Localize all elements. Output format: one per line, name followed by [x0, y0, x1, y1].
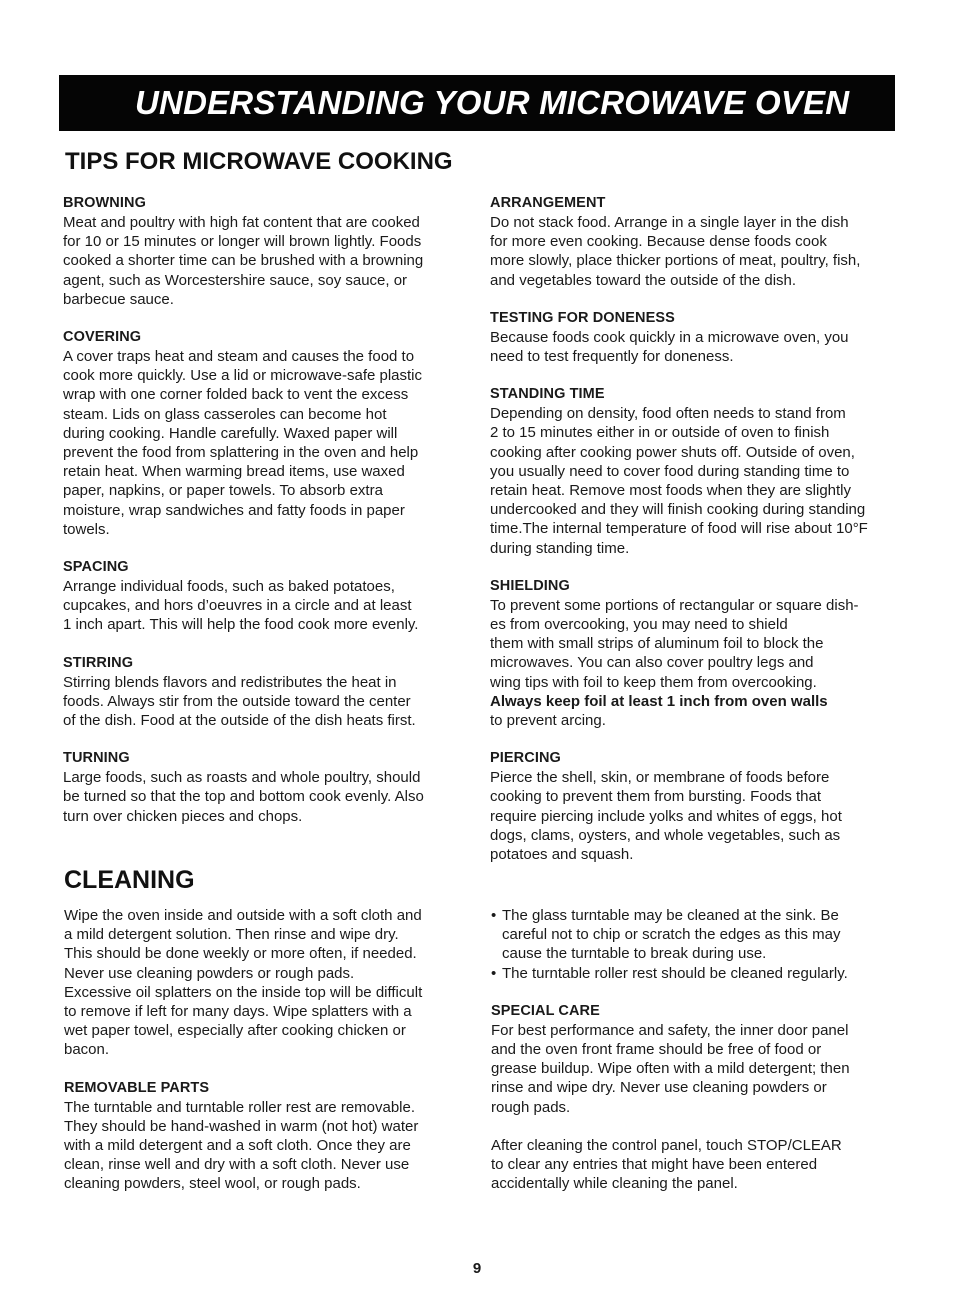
text-line: Arrange individual foods, such as baked potatoes, — [63, 578, 395, 596]
text-line: After cleaning the control panel, touch STOP/CLEAR — [491, 1136, 842, 1154]
spacing-section — [63, 558, 458, 635]
text-line: to prevent arcing. — [490, 712, 606, 730]
tips-right-column — [490, 194, 890, 883]
text-line: careful not to chip or scratch the edges as this may — [502, 926, 841, 944]
text-line: rough pads. — [491, 1098, 571, 1116]
text-line: cupcakes, and hors d’oeuvres in a circle and at least — [63, 597, 412, 615]
text-line: 2 to 15 minutes either in or outside of oven to finish — [490, 424, 830, 442]
section-heading: STIRRING — [63, 654, 134, 671]
text-line: retain heat. Remove most foods when they are slightly — [490, 482, 852, 500]
text-line: for 10 or 15 minutes or longer will brown lightly. Foods — [63, 233, 422, 251]
bullet-icon: • — [491, 907, 497, 924]
text-line: turn over chicken pieces and chops. — [63, 807, 303, 825]
text-line: and vegetables toward the outside of the dish. — [490, 271, 797, 289]
text-line: wing tips with foil to keep them from overcooking. — [490, 673, 817, 691]
browning-section — [63, 194, 458, 309]
removable-parts-section — [64, 1079, 459, 1194]
text-line: Excessive oil splatters on the inside top will be difficult — [64, 983, 423, 1001]
text-line: you usually need to cover food during standing time to — [490, 462, 850, 480]
bullet-icon: • — [491, 964, 497, 982]
section-heading: COVERING — [63, 329, 142, 346]
piercing-section — [490, 749, 890, 864]
text-line: to clear any entries that might have been entered — [491, 1156, 818, 1174]
cleaning-intro — [64, 906, 459, 1060]
section-heading: SPECIAL CARE — [491, 1002, 600, 1019]
text-line: rinse and wipe dry. Never use cleaning powders or — [491, 1079, 827, 1097]
text-line: cook more quickly. Use a lid or microwave-safe plastic — [63, 367, 423, 385]
text-line: a mild detergent solution. Then rinse and wipe dry. — [64, 926, 399, 944]
text-line: cause the turntable to break during use. — [502, 945, 767, 963]
section-heading: ARRANGEMENT — [490, 195, 606, 211]
text-line: This should be done weekly or more often, if needed. — [64, 945, 417, 963]
text-line: more slowly, place thicker portions of meat, poultry, fish, — [490, 252, 861, 270]
bullet-text — [502, 906, 841, 964]
tips-section-title: TIPS FOR MICROWAVE COOKING — [65, 148, 453, 175]
text-line: undercooked and they will finish cooking during standing — [490, 501, 866, 519]
text-line: paper, napkins, or paper towels. To absorb extra — [63, 482, 383, 500]
section-heading: TURNING — [63, 750, 130, 767]
text-line: Stirring blends flavors and redistributes the heat in — [63, 673, 397, 691]
text-line: accidentally while cleaning the panel. — [491, 1175, 738, 1193]
text-line: during standing time. — [490, 539, 630, 557]
text-line: es from overcooking, you may need to shield — [490, 616, 788, 634]
bullet-item — [491, 964, 891, 983]
text-line: grease buildup. Wipe often with a mild detergent; then — [491, 1060, 850, 1078]
text-line: The turntable roller rest should be cleaned regularly. — [502, 964, 848, 982]
section-heading: BROWNING — [63, 195, 146, 211]
text-line: them with small strips of aluminum foil to block the — [490, 635, 824, 653]
testing-for-doneness-section — [490, 309, 890, 366]
special-care-section — [491, 1002, 891, 1194]
bullet-item — [491, 906, 891, 964]
text-line: with a mild detergent and a soft cloth. Once they are — [64, 1137, 411, 1155]
text-line: bacon. — [64, 1041, 110, 1059]
tips-left-column — [63, 194, 458, 845]
text-line: Do not stack food. Arrange in a single layer in the dish — [490, 214, 849, 231]
text-line: Because foods cook quickly in a microwave oven, you — [490, 328, 849, 346]
text-line: foods. Always stir from the outside toward the center — [63, 692, 411, 710]
cleaning-section-title: CLEANING — [64, 866, 195, 894]
text-line: of the dish. Food at the outside of the dish heats first. — [63, 712, 416, 730]
text-line: Never use cleaning powders or rough pads. — [64, 964, 355, 982]
section-heading: SHIELDING — [490, 577, 570, 594]
stirring-section — [63, 654, 458, 731]
section-heading: REMOVABLE PARTS — [64, 1079, 210, 1096]
standing-time-section — [490, 385, 890, 558]
text-line: moisture, wrap sandwiches and fatty foods in paper — [63, 501, 405, 519]
page-title: UNDERSTANDING YOUR MICROWAVE OVEN — [135, 84, 850, 121]
text-line: Meat and poultry with high fat content that are cooked — [63, 214, 420, 231]
text-line: need to test frequently for doneness. — [490, 348, 734, 366]
text-line: They should be hand-washed in warm (not hot) water — [64, 1117, 419, 1135]
text-line: time.The internal temperature of food will rise about 10°F — [490, 520, 868, 538]
text-line: wrap with one corner folded back to vent the excess — [63, 386, 409, 404]
shielding-section — [490, 577, 890, 730]
section-heading: STANDING TIME — [490, 386, 605, 403]
text-line: barbecue sauce. — [63, 290, 174, 308]
text-line: and the oven front frame should be free of food or — [491, 1041, 822, 1059]
arrangement-section — [490, 194, 890, 290]
cleaning-left-column — [64, 906, 459, 1213]
cleaning-right-column — [491, 906, 891, 1212]
turning-section — [63, 749, 458, 826]
text-line: require piercing include yolks and whites of eggs, hot — [490, 807, 842, 825]
text-line: for more even cooking. Because dense foods cook — [490, 233, 827, 251]
text-line: Pierce the shell, skin, or membrane of foods before — [490, 769, 830, 787]
bullet-list — [491, 906, 891, 983]
text-line: 1 inch apart. This will help the food cook more evenly. — [63, 616, 419, 634]
text-line: agent, such as Worcestershire sauce, soy sauce, or — [63, 271, 408, 289]
text-line: dogs, clams, oysters, and whole vegetables, such as — [490, 826, 841, 844]
text-line: cleaning powders, steel wool, or rough pads. — [64, 1175, 361, 1193]
text-line: Depending on density, food often needs to stand from — [490, 405, 846, 423]
text-line: prevent the food from splattering in the oven and help — [63, 444, 419, 462]
text-line: A cover traps heat and steam and causes the food to — [63, 348, 415, 366]
text-line: For best performance and safety, the inner door panel — [491, 1021, 849, 1039]
text-line: Wipe the oven inside and outside with a soft cloth and — [64, 907, 422, 924]
text-line: microwaves. You can also cover poultry legs and — [490, 654, 814, 672]
text-line: during cooking. Handle carefully. Waxed paper will — [63, 424, 398, 442]
text-line: steam. Lids on glass casseroles can become hot — [63, 405, 387, 423]
text-line: potatoes and squash. — [490, 846, 634, 864]
text-line: To prevent some portions of rectangular or square dish- — [490, 596, 859, 614]
text-line: The turntable and turntable roller rest are removable. — [64, 1098, 416, 1116]
bullet-text — [502, 964, 848, 983]
text-line: cooking after cooking power shuts off. Outside of oven, — [490, 443, 855, 461]
section-heading: SPACING — [63, 559, 129, 576]
text-line: The glass turntable may be cleaned at the sink. Be — [502, 907, 839, 924]
page-number: 9 — [472, 1260, 482, 1277]
text-line: Large foods, such as roasts and whole poultry, should — [63, 769, 421, 787]
text-line: to remove if left for many days. Wipe splatters with a — [64, 1003, 412, 1021]
text-line: towels. — [63, 520, 110, 538]
section-heading: TESTING FOR DONENESS — [490, 309, 675, 326]
warning-text: Always keep foil at least 1 inch from oven walls — [490, 692, 828, 710]
text-line: be turned so that the top and bottom cook evenly. Also — [63, 788, 424, 806]
text-line: retain heat. When warming bread items, use waxed — [63, 463, 405, 481]
covering-section — [63, 328, 458, 539]
text-line: cooking to prevent them from bursting. Foods that — [490, 788, 822, 806]
text-line: wet paper towel, especially after cooking chicken or — [64, 1022, 406, 1040]
text-line: clean, rinse well and dry with a soft cloth. Never use — [64, 1156, 410, 1174]
title-banner — [59, 75, 895, 131]
text-line: cooked a shorter time can be brushed with a browning — [63, 252, 424, 270]
section-heading: PIERCING — [490, 750, 561, 767]
